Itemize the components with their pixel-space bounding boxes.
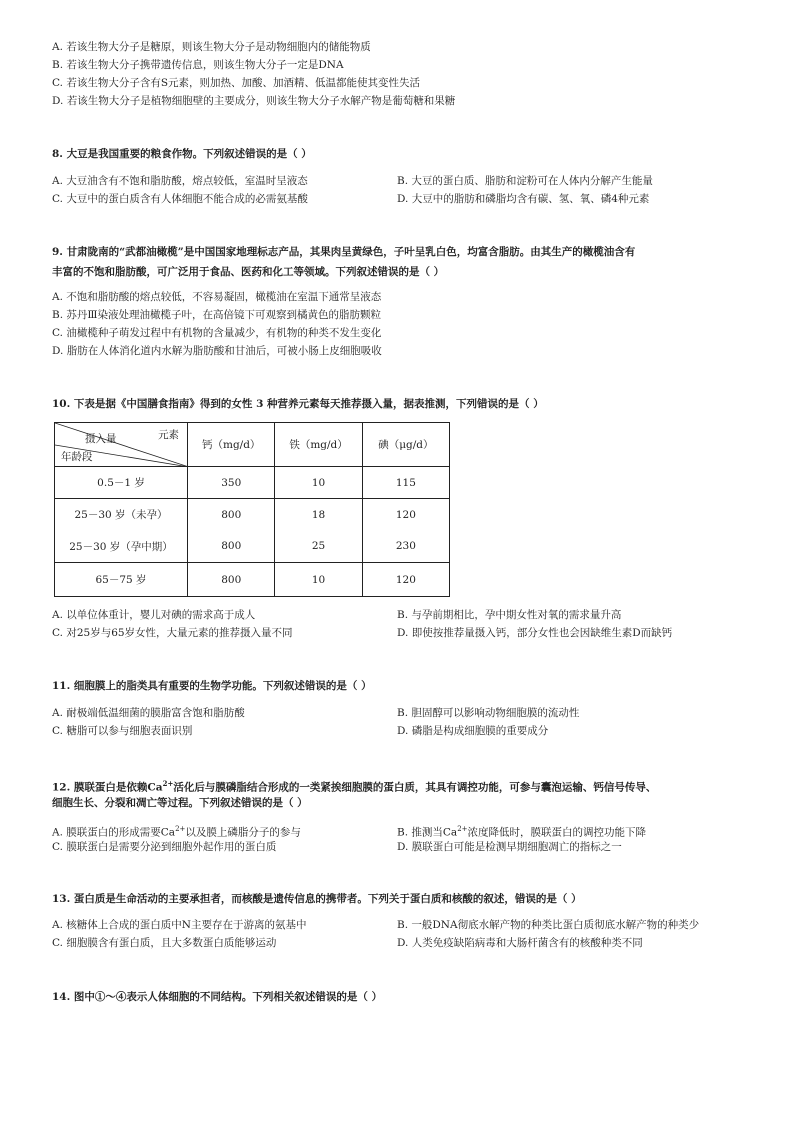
q10-option-c: C. 对25岁与65岁女性，大量元素的推荐摄入量不同 (52, 627, 293, 639)
q9-stem-line1: 9. 甘肃陇南的“武都油橄榄”是中国国家地理标志产品，其果肉呈黄绿色，子叶呈乳白色，均富含脂肪。由其生产的橄榄油含有 (52, 246, 636, 258)
age-cell: 65－75 岁 (55, 563, 188, 597)
value-cell: 115 (362, 467, 449, 499)
q11-option-b: B. 胆固醇可以影响动物细胞膜的流动性 (397, 707, 580, 719)
value-cell: 25 (275, 531, 362, 563)
value-cell: 350 (188, 467, 275, 499)
q12-option-b-part1: B. 推测当Ca (397, 826, 458, 839)
table-row (55, 563, 450, 597)
q12-option-a (52, 822, 301, 840)
q8-option-b: B. 大豆的蛋白质、脂肪和淀粉可在人体内分解产生能量 (397, 175, 653, 187)
q12-option-c: C. 膜联蛋白是需要分泌到细胞外起作用的蛋白质 (52, 841, 277, 853)
value-cell: 120 (362, 499, 449, 531)
ion-charge: 2+ (457, 825, 468, 833)
q7-option-c: C. 若该生物大分子含有S元素，则加热、加酸、加酒精、低温都能使其变性失活 (52, 77, 421, 89)
q11-option-c: C. 糖脂可以参与细胞表面识别 (52, 725, 193, 737)
q8-option-a: A. 大豆油含有不饱和脂肪酸，熔点较低，室温时呈液态 (52, 175, 308, 187)
q11-option-a: A. 耐极端低温细菌的膜脂富含饱和脂肪酸 (52, 707, 245, 719)
value-cell: 120 (362, 563, 449, 597)
value-cell: 800 (188, 499, 275, 531)
value-cell: 800 (188, 563, 275, 597)
q10-option-d: D. 即使按推荐量摄入钙，部分女性也会因缺维生素D而缺钙 (397, 627, 673, 639)
q13-option-d: D. 人类免疫缺陷病毒和大肠杆菌含有的核酸种类不同 (397, 937, 643, 949)
q12-option-a-part1: A. 膜联蛋白的形成需要Ca (52, 826, 176, 839)
table-row (55, 467, 450, 499)
q7-option-b: B. 若该生物大分子携带遗传信息，则该生物大分子一定是DNA (52, 59, 344, 71)
q11-stem: 11. 细胞膜上的脂类具有重要的生物学功能。下列叙述错误的是（ ） (52, 680, 372, 692)
corner-mid-label: 摄入量 (85, 433, 117, 445)
q8-option-d: D. 大豆中的脂肪和磷脂均含有碳、氢、氧、磷4种元素 (397, 193, 650, 205)
table-row (55, 531, 450, 563)
q9-option-d: D. 脂肪在人体消化道内水解为脂肪酸和甘油后，可被小肠上皮细胞吸收 (52, 345, 382, 357)
q7-option-d: D. 若该生物大分子是植物细胞壁的主要成分，则该生物大分子水解产物是葡萄糖和果糖 (52, 95, 456, 107)
q9-option-a: A. 不饱和脂肪酸的熔点较低，不容易凝固，橄榄油在室温下通常呈液态 (52, 291, 382, 303)
q11-option-d: D. 磷脂是构成细胞膜的重要成分 (397, 725, 549, 737)
column-header: 钙（mg/d） (188, 423, 275, 467)
corner-bottom-label: 年龄段 (61, 451, 93, 463)
q12-option-b (397, 822, 646, 840)
value-cell: 18 (275, 499, 362, 531)
nutrient-table (54, 422, 450, 597)
q10-option-a: A. 以单位体重计，婴儿对碘的需求高于成人 (52, 609, 256, 621)
q8-stem: 8. 大豆是我国重要的粮食作物。下列叙述错误的是（ ） (52, 148, 312, 160)
value-cell: 800 (188, 531, 275, 563)
value-cell: 10 (275, 467, 362, 499)
q9-option-c: C. 油橄榄种子萌发过程中有机物的含量减少，有机物的种类不发生变化 (52, 327, 382, 339)
q9-option-b: B. 苏丹Ⅲ染液处理油橄榄子叶，在高倍镜下可观察到橘黄色的脂肪颗粒 (52, 309, 382, 321)
table-row (55, 499, 450, 531)
age-cell: 0.5－1 岁 (55, 467, 188, 499)
q10-option-b: B. 与孕前期相比，孕中期女性对氧的需求量升高 (397, 609, 622, 621)
q13-option-b: B. 一般DNA彻底水解产物的种类比蛋白质彻底水解产物的种类少 (397, 919, 700, 931)
q14-stem: 14. 图中①～④表示人体细胞的不同结构。下列相关叙述错误的是（ ） (52, 991, 383, 1003)
column-header: 碘（μg/d） (362, 423, 449, 467)
q13-stem: 13. 蛋白质是生命活动的主要承担者，而核酸是遗传信息的携带者。下列关于蛋白质和核酸的叙述，错误的是（ ） (52, 893, 582, 905)
q13-option-c: C. 细胞膜含有蛋白质，且大多数蛋白质能够运动 (52, 937, 277, 949)
value-cell: 10 (275, 563, 362, 597)
ion-charge: 2+ (175, 825, 186, 833)
q12-option-b-part2: 浓度降低时，膜联蛋白的调控功能下降 (467, 826, 647, 839)
corner-top-label: 元素 (158, 429, 180, 441)
q7-option-a: A. 若该生物大分子是糖原，则该生物大分子是动物细胞内的储能物质 (52, 41, 371, 53)
q13-option-a: A. 核糖体上合成的蛋白质中N主要存在于游离的氨基中 (52, 919, 307, 931)
q12-stem-part-b: 活化后与膜磷脂结合形成的一类紧挨细胞膜的蛋白质，其具有调控功能，可参与囊泡运输、钙信号传导、 (173, 781, 657, 794)
q12-option-a-part2: 以及膜上磷脂分子的参与 (185, 826, 301, 839)
value-cell: 230 (362, 531, 449, 563)
q10-stem: 10. 下表是据《中国膳食指南》得到的女性 3 种营养元素每天推荐摄入量，据表推测，下列错误的是（ ） (52, 398, 544, 410)
q9-stem-line2: 丰富的不饱和脂肪酸，可广泛用于食品、医药和化工等领域。下列叙述错误的是（ ） (52, 266, 445, 278)
age-cell: 25－30 岁（孕中期） (55, 531, 188, 563)
q12-stem-line2: 细胞生长、分裂和凋亡等过程。下列叙述错误的是（ ） (52, 797, 308, 809)
q8-option-c: C. 大豆中的蛋白质含有人体细胞不能合成的必需氨基酸 (52, 193, 308, 205)
table-corner-cell (55, 423, 188, 467)
ion-charge: 2+ (162, 779, 174, 788)
column-header: 铁（mg/d） (275, 423, 362, 467)
q12-option-d: D. 膜联蛋白可能是检测早期细胞凋亡的指标之一 (397, 841, 622, 853)
age-cell: 25－30 岁（未孕） (55, 499, 188, 531)
q12-stem-part-a: 12. 膜联蛋白是依赖Ca (52, 781, 163, 794)
